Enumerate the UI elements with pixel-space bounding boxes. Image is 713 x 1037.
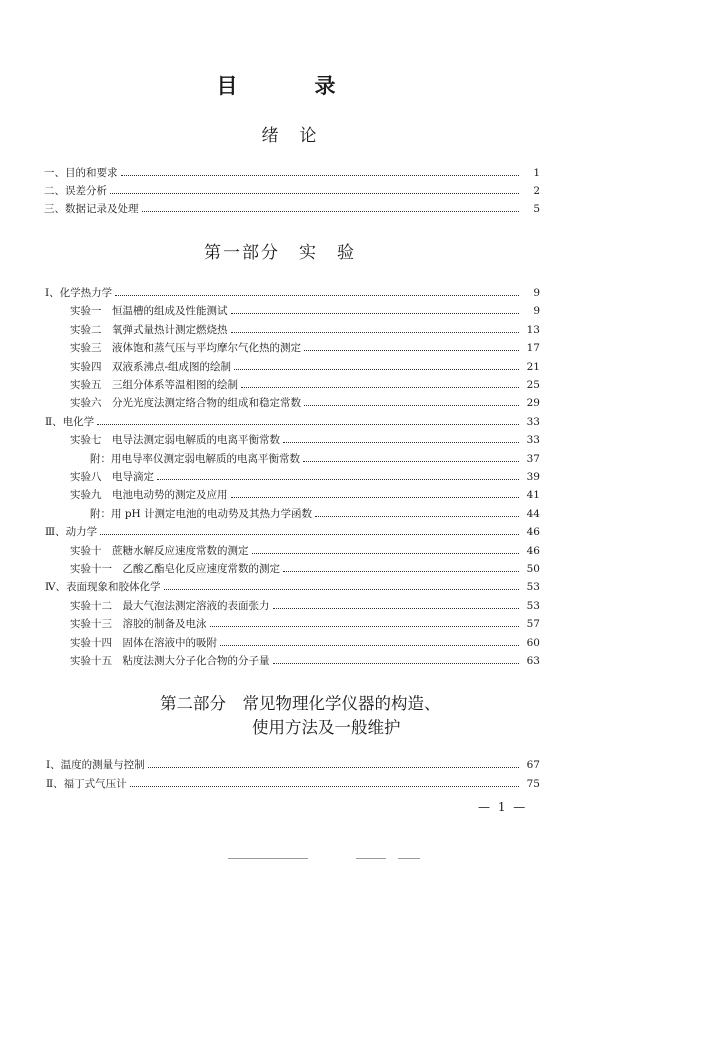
toc-entry-page: 33 — [526, 415, 540, 428]
toc-entry-page: 50 — [526, 563, 540, 575]
dot-leader — [115, 285, 519, 296]
toc-entry-page: 13 — [526, 323, 540, 336]
toc-entry-title: 实验二 氧弹式量热计测定燃烧热 — [70, 323, 228, 336]
toc-entry — [45, 414, 540, 431]
toc-entry-page: 46 — [526, 526, 540, 539]
dot-leader — [231, 487, 520, 498]
toc-entry-page: 21 — [526, 360, 540, 373]
scan-line — [356, 858, 386, 859]
dot-leader — [220, 635, 519, 646]
toc-entry-page: 75 — [526, 778, 540, 790]
toc-entry-title: 实验五 三组分体系等温相图的绘制 — [70, 379, 238, 391]
toc-entry-title: 实验四 双液系沸点-组成图的绘制 — [70, 360, 232, 373]
page-number: — 1 — — [478, 800, 528, 814]
toc-entry-title: Ⅲ、动力学 — [45, 526, 98, 539]
toc-entry — [45, 285, 540, 302]
part2-heading-line1: 第二部分 常见物理化学仪器的构造、 — [160, 694, 441, 713]
toc-entry — [44, 165, 540, 182]
part2-heading-line2: 使用方法及一般维护 — [252, 718, 401, 737]
toc-entry-page: 67 — [526, 759, 540, 771]
dot-leader — [231, 303, 520, 314]
dot-leader — [148, 757, 519, 768]
dot-leader — [110, 183, 519, 194]
toc-entry-page: 63 — [526, 655, 540, 667]
dot-leader — [97, 414, 519, 425]
toc-entry-page: 60 — [526, 636, 540, 649]
dot-leader — [231, 322, 520, 333]
dot-leader — [142, 201, 520, 212]
scan-line — [398, 858, 420, 859]
toc-entry-page: 2 — [533, 185, 540, 197]
toc-entry-title: Ⅳ、表面现象和胶体化学 — [45, 581, 161, 594]
toc-entry — [70, 432, 540, 449]
toc-entry — [70, 377, 540, 394]
toc-entry — [70, 561, 540, 578]
toc-entry — [70, 543, 540, 560]
toc-entry-page: 25 — [526, 379, 540, 391]
toc-entry-page: 5 — [533, 203, 540, 215]
toc-entry — [70, 322, 540, 339]
toc-entry-page: 33 — [526, 434, 540, 447]
toc-entry-page: 9 — [533, 287, 540, 299]
dot-leader — [273, 653, 520, 664]
toc-entry — [70, 395, 540, 412]
dot-leader — [130, 776, 519, 787]
dot-leader — [157, 469, 519, 480]
dot-leader — [315, 506, 519, 517]
toc-entry-title: 实验一 恒温槽的组成及性能测试 — [70, 305, 228, 318]
toc-entry — [70, 616, 540, 633]
toc-entry — [70, 303, 540, 320]
dot-leader — [241, 377, 519, 388]
toc-entry-title: 一、目的和要求 — [44, 167, 118, 179]
toc-entry — [90, 451, 540, 468]
toc-entry — [70, 340, 540, 357]
toc-entry-title: Ⅰ、化学热力学 — [45, 287, 113, 299]
toc-entry-title: 三、数据记录及处理 — [44, 203, 139, 215]
toc-entry-page: 41 — [526, 489, 540, 502]
dot-leader — [304, 340, 519, 351]
dot-leader — [283, 432, 519, 443]
toc-entry-page: 37 — [526, 452, 540, 465]
dot-leader — [234, 359, 519, 370]
toc-entry-page: 46 — [526, 544, 540, 557]
toc-entry-title: 实验三 液体饱和蒸气压与平均摩尔气化热的测定 — [70, 342, 301, 355]
toc-entry — [70, 635, 540, 652]
toc-entry-title: Ⅰ、温度的测量与控制 — [46, 759, 145, 771]
part1-heading: 第一部分 实 验 — [204, 243, 356, 263]
toc-entry — [45, 524, 540, 541]
toc-entry-title: 实验六 分光光度法测定络合物的组成和稳定常数 — [70, 397, 301, 410]
dot-leader — [283, 561, 519, 572]
toc-entry — [70, 653, 540, 670]
toc-entry-title: 实验十 蔗糖水解反应速度常数的测定 — [70, 544, 249, 557]
toc-entry-title: 实验九 电池电动势的测定及应用 — [70, 489, 228, 502]
dot-leader — [303, 451, 519, 462]
toc-entry-title: 实验十一 乙酸乙酯皂化反应速度常数的测定 — [70, 563, 280, 575]
toc-entry — [70, 359, 540, 376]
toc-entry-page: 57 — [526, 618, 540, 631]
toc-entry-title: Ⅱ、福丁式气压计 — [46, 778, 127, 790]
toc-entry — [70, 598, 540, 615]
toc-entry — [46, 757, 540, 774]
toc-entry — [44, 201, 540, 218]
dot-leader — [100, 524, 519, 535]
dot-leader — [252, 543, 520, 554]
toc-entry — [45, 579, 540, 596]
toc-entry-page: 39 — [526, 471, 540, 483]
toc-entry-title: Ⅱ、电化学 — [45, 415, 95, 428]
toc-entry-page: 29 — [526, 397, 540, 410]
dot-leader — [304, 395, 519, 406]
toc-entry-title: 附：用 pH 计测定电池的电动势及其热力学函数 — [90, 507, 313, 520]
toc-entry-page: 53 — [526, 581, 540, 594]
dot-leader — [164, 579, 520, 590]
toc-entry — [70, 469, 540, 486]
toc-entry — [70, 487, 540, 504]
intro-heading: 绪 论 — [261, 126, 319, 146]
dot-leader — [210, 616, 520, 627]
toc-entry-title: 实验十五 粘度法测大分子化合物的分子量 — [70, 655, 270, 667]
toc-entry-title: 实验十二 最大气泡法测定溶液的表面张力 — [70, 599, 270, 612]
toc-entry-title: 二、误差分析 — [44, 185, 107, 197]
toc-entry-page: 44 — [526, 507, 540, 520]
page-title: 目 录 — [216, 74, 364, 98]
toc-entry-title: 实验十四 固体在溶液中的吸附 — [70, 636, 217, 649]
toc-entry — [90, 506, 540, 523]
toc-entry-page: 1 — [533, 167, 540, 179]
toc-entry-title: 实验七 电导法测定弱电解质的电离平衡常数 — [70, 434, 280, 447]
toc-entry-title: 附：用电导率仪测定弱电解质的电离平衡常数 — [90, 452, 300, 465]
toc-entry-title: 实验八 电导滴定 — [70, 471, 154, 483]
toc-entry-page: 9 — [533, 305, 540, 318]
toc-entry — [46, 776, 540, 793]
dot-leader — [121, 165, 520, 176]
dot-leader — [273, 598, 520, 609]
toc-entry-page: 17 — [526, 342, 540, 355]
scan-line — [228, 858, 308, 859]
toc-entry — [44, 183, 540, 200]
toc-entry-page: 53 — [526, 599, 540, 612]
toc-entry-title: 实验十三 溶胶的制备及电泳 — [70, 618, 207, 631]
